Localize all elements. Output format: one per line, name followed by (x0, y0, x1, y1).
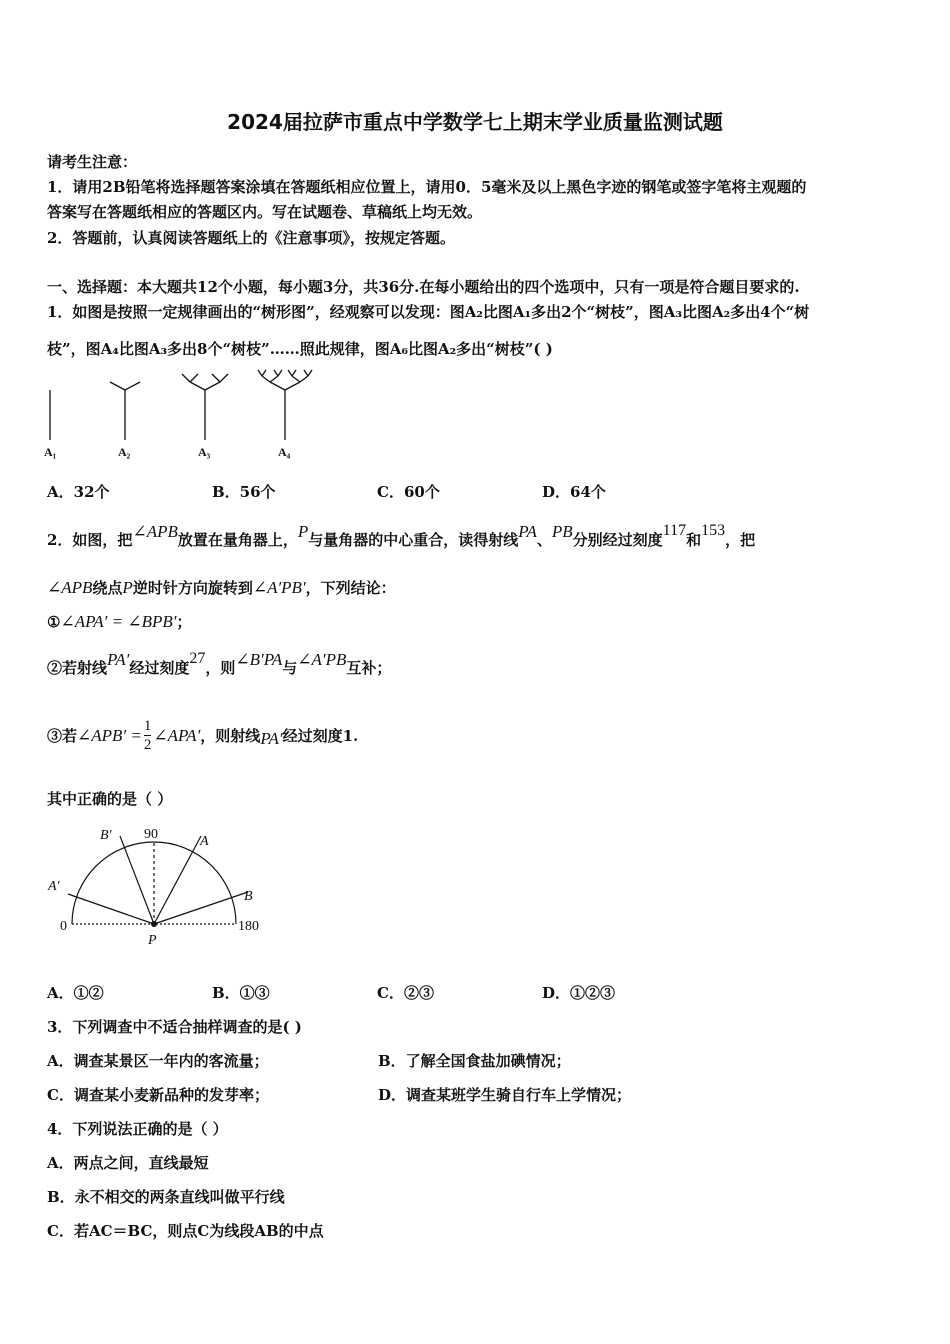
q2-text-3: 与量角器的中心重合，读得射线 (308, 531, 519, 549)
q2-c3-a: ③若 (47, 727, 78, 745)
q4-stem: 4．下列说法正确的是（ ） (47, 1120, 228, 1138)
q2-c2-d: 与 (282, 659, 298, 677)
q2-ray-pa: PA (518, 522, 537, 541)
q2-fig-label-b-prime: B′ (100, 828, 112, 843)
q2-angle-apb: ∠APB (132, 522, 178, 541)
q2-value-117: 117 (662, 522, 687, 539)
q2-l2-text-a: 绕点 (92, 579, 123, 597)
q1-option-d: D．64个 (542, 483, 606, 501)
q2-value-153: 153 (701, 522, 726, 539)
q2-stem-line-1 (47, 522, 756, 551)
q1-label-a3: A₃ (198, 445, 211, 459)
section-heading: 一、选择题：本大题共12个小题，每小题3分，共36分.在每小题给出的四个选项中，只有一项是符合题目要求的. (47, 278, 800, 296)
q2-ray-pb: PB (551, 522, 573, 541)
q2-and: 和 (686, 531, 702, 549)
q2-text-5: ，把 (725, 531, 756, 549)
q2-c2-ray: PA′ (107, 650, 130, 669)
q2-fig-label-a-prime: A′ (48, 879, 60, 894)
q2-l2-point: P (122, 578, 133, 597)
q2-c3-c: 经过刻度1. (282, 727, 359, 745)
q2-sep: 、 (536, 531, 552, 549)
q2-fig-label-0: 0 (60, 919, 67, 934)
notice-line-2: 2．答题前，认真阅读答题纸上的《注意事项》，按规定答题。 (47, 229, 455, 247)
q2-text-4: 分别经过刻度 (572, 531, 663, 549)
q2-l2-text-c: ，下列结论： (305, 579, 396, 597)
q2-text-2: 放置在量角器上， (177, 531, 298, 549)
q2-option-d: D．①②③ (542, 984, 616, 1002)
q1-option-a: A．32个 (47, 483, 110, 501)
q3-option-c: C．调查某小麦新品种的发芽率； (47, 1086, 269, 1104)
q1-option-c: C．60个 (377, 483, 440, 501)
q4-option-b: B．永不相交的两条直线叫做平行线 (47, 1188, 285, 1206)
q2-l2-text-b: 逆时针方向旋转到 (132, 579, 253, 597)
q2-fig-label-90: 90 (144, 827, 158, 842)
q2-c1-math: ∠APA′ = ∠BPB′ (60, 612, 177, 631)
q2-ask: 其中正确的是（ ） (47, 790, 173, 808)
q1-stem-line-1: 1．如图是按照一定规律画出的“树形图”，经观察可以发现：图A₂比图A₁多出2个“树枝”，图A₃比图A₂多出4个“树 (47, 303, 810, 321)
notice-heading: 请考生注意： (47, 153, 138, 171)
q2-conclusion-1 (47, 612, 191, 632)
q4-option-a: A．两点之间，直线最短 (47, 1154, 209, 1172)
q2-c2-c: ，则 (205, 659, 236, 677)
q2-option-c: C．②③ (377, 984, 434, 1002)
q1-label-a2: A₂ (118, 445, 131, 459)
q2-stem-line-2 (47, 578, 396, 598)
q2-fig-label-a: A (200, 834, 209, 849)
q2-conclusion-2 (47, 650, 392, 679)
q2-l2-angle: ∠APB (47, 578, 93, 597)
q2-c1-end: ； (176, 613, 192, 631)
q2-c3-ray: PA′ (260, 729, 283, 748)
q1-option-b: B．56个 (212, 483, 276, 501)
q2-c2-e: 互补； (346, 659, 392, 677)
q2-c2-value: 27 (189, 650, 206, 667)
page-title: 2024届拉萨市重点中学数学七上期末学业质量监测试题 (227, 110, 723, 134)
q3-option-a: A．调查某景区一年内的客流量； (47, 1052, 269, 1070)
q1-stem-line-2: 枝”，图A₄比图A₃多出8个“树枝”……照此规律，图A₆比图A₂多出“树枝”( ) (47, 340, 553, 358)
q2-fig-label-p: P (148, 933, 157, 948)
q2-c3-lhs: ∠APB′ = (77, 726, 142, 745)
q2-c3-numerator: 1 (143, 718, 152, 734)
notice-line-1: 1．请用2B铅笔将选择题答案涂填在答题纸相应位置上，请用0．5毫米及以上黑色字迹的钢笔或签字笔将主观题的 (47, 178, 807, 196)
q2-c2-angle-2: ∠A′PB (297, 650, 347, 669)
q2-c1-mark: ① (47, 613, 61, 631)
q2-l2-angle2: ∠A′PB′ (252, 578, 306, 597)
q2-c3-rhs: ∠APA′ (153, 726, 201, 745)
q2-c2-b: 经过刻度 (129, 659, 190, 677)
q3-option-d: D．调查某班学生骑自行车上学情况； (378, 1086, 632, 1104)
q2-fig-label-b: B (244, 889, 253, 904)
q2-option-a: A．①② (47, 984, 104, 1002)
q3-option-b: B．了解全国食盐加碘情况； (378, 1052, 571, 1070)
q1-label-a1: A₁ (44, 445, 57, 459)
q3-stem: 3．下列调查中不适合抽样调查的是( ) (47, 1018, 302, 1036)
q4-option-c: C．若AC＝BC，则点C为线段AB的中点 (47, 1222, 324, 1240)
q1-tree-figure (40, 368, 340, 463)
notice-line-1b: 答案写在答题纸相应的答题区内。写在试题卷、草稿纸上均无效。 (47, 203, 483, 221)
q2-option-b: B．①③ (212, 984, 270, 1002)
q2-c3-denominator: 2 (143, 737, 152, 753)
q2-point-p: P (297, 522, 309, 541)
q2-protractor-figure (44, 822, 284, 952)
q2-fig-label-180: 180 (238, 919, 259, 934)
q2-c3-fraction (144, 718, 152, 754)
q2-conclusion-3 (47, 716, 358, 756)
q2-c3-b: ，则射线 (200, 727, 261, 745)
q2-text-1: 2．如图，把 (47, 531, 133, 549)
q2-c2-a: ②若射线 (47, 659, 108, 677)
q1-label-a4: A₄ (278, 445, 291, 459)
q2-c2-angle-1: ∠B′PA (235, 650, 283, 669)
